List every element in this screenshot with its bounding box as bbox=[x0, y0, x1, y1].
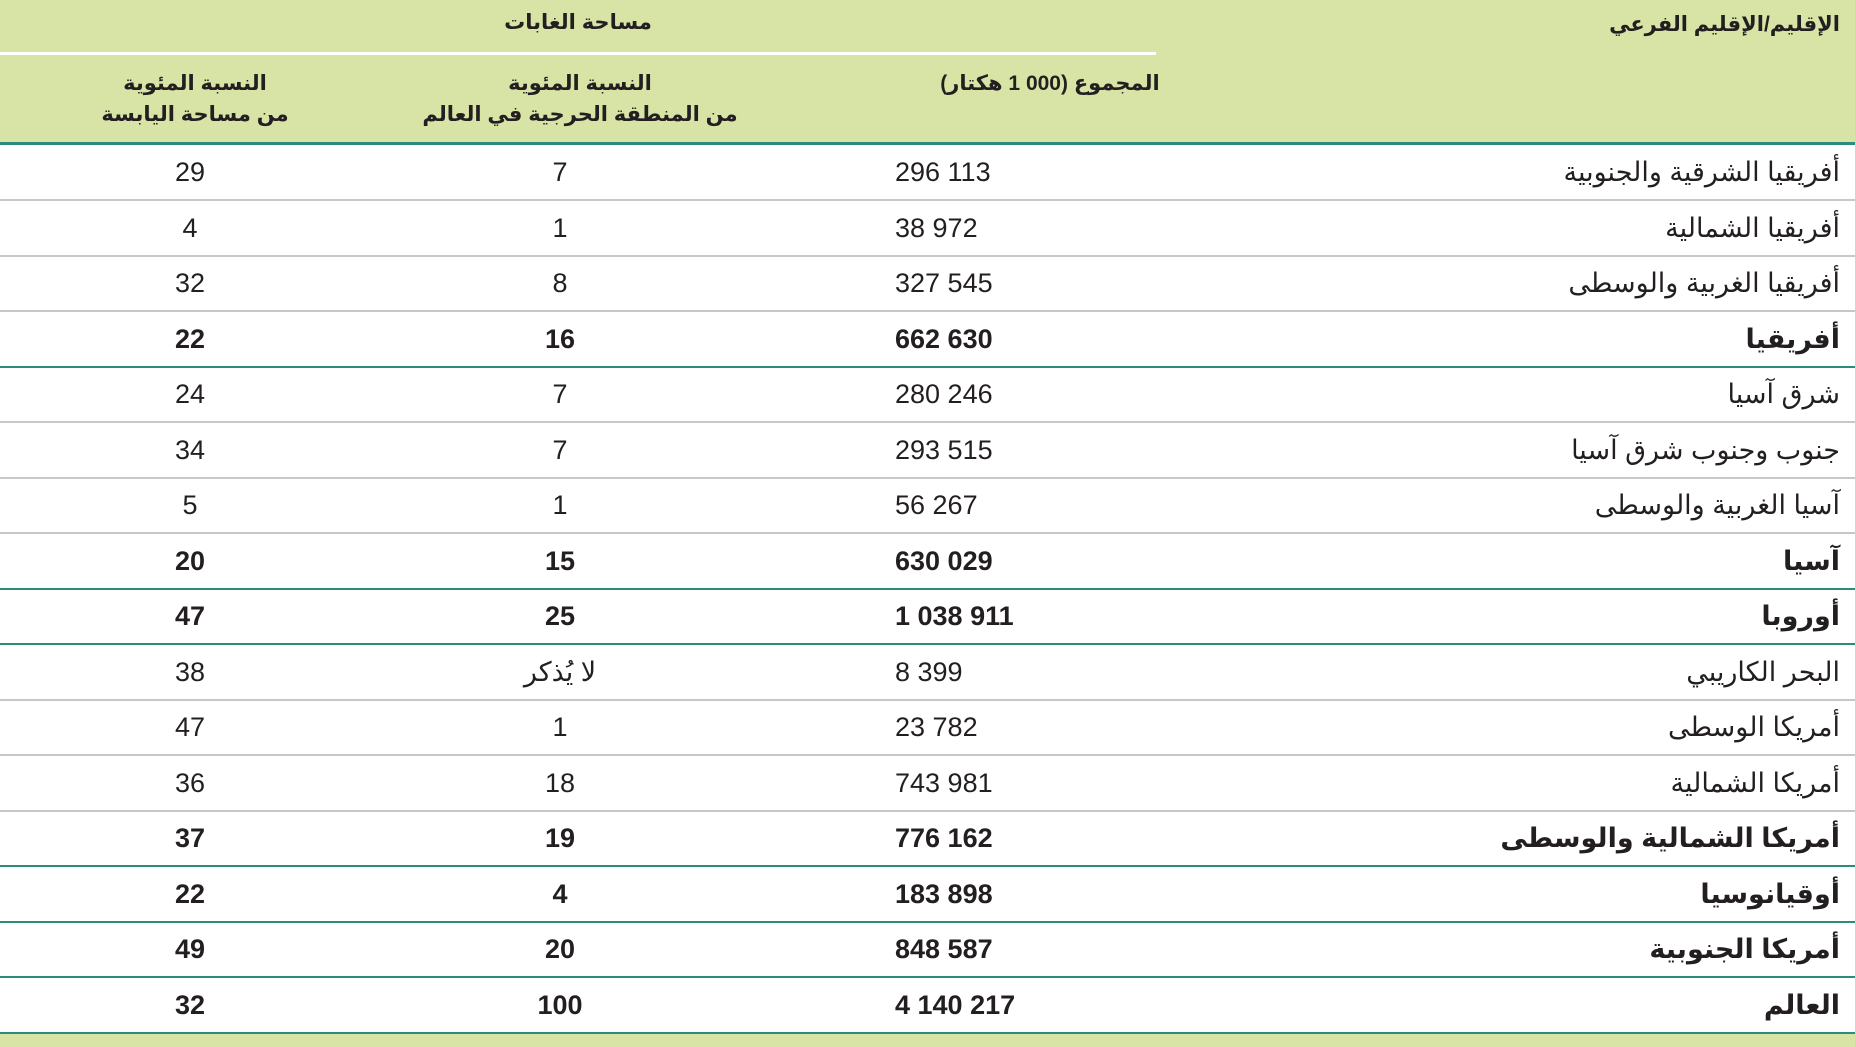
table-header bbox=[0, 0, 1856, 142]
forest-share-cell: 25 bbox=[544, 601, 576, 631]
forest-total-cell: 1 038 911 bbox=[895, 601, 1014, 631]
table-row bbox=[0, 478, 1856, 534]
land-share-cell: 22 bbox=[174, 879, 206, 909]
forest-share-cell: 15 bbox=[544, 546, 576, 576]
forest-share-cell: 1 bbox=[552, 213, 568, 243]
table-row bbox=[0, 367, 1856, 423]
forest-share-cell: 100 bbox=[537, 990, 583, 1020]
region-name-cell: أمريكا الشمالية bbox=[1670, 768, 1840, 798]
forest-total-cell: 848 587 bbox=[895, 934, 993, 964]
region-name-cell: جنوب وجنوب شرق آسيا bbox=[1571, 435, 1840, 465]
land-share-cell: 22 bbox=[174, 324, 206, 354]
region-name-cell: البحر الكاريبي bbox=[1686, 657, 1840, 687]
forest-share-header-line1: النسبة المئوية bbox=[508, 72, 652, 95]
forest-total-cell: 296 113 bbox=[895, 157, 991, 187]
land-share-cell: 34 bbox=[174, 435, 206, 465]
region-name-cell: أفريقيا bbox=[1745, 324, 1840, 354]
table-row bbox=[0, 645, 1856, 701]
land-share-cell: 37 bbox=[174, 823, 206, 853]
forest-total-cell: 183 898 bbox=[895, 879, 993, 909]
forest-total-cell: 8 399 bbox=[895, 657, 963, 687]
land-share-cell: 47 bbox=[174, 601, 206, 631]
land-share-cell: 4 bbox=[182, 213, 198, 243]
table-row bbox=[0, 756, 1856, 812]
table-row bbox=[0, 423, 1856, 479]
forest-share-cell: 8 bbox=[552, 268, 568, 298]
region-name-cell: أمريكا الوسطى bbox=[1668, 712, 1840, 742]
forest-share-column-header bbox=[360, 68, 800, 130]
land-share-cell: 49 bbox=[174, 934, 206, 964]
region-name-cell: آسيا bbox=[1783, 546, 1840, 576]
table-row bbox=[0, 256, 1856, 312]
forest-total-cell: 327 545 bbox=[895, 268, 993, 298]
forest-total-cell: 23 782 bbox=[895, 712, 978, 742]
forest-share-header-line2: من المنطقة الحرجية في العالم bbox=[422, 103, 738, 126]
forest-share-cell: 1 bbox=[552, 712, 568, 742]
land-share-header-line1: النسبة المئوية bbox=[123, 72, 267, 95]
forest-total-cell: 743 981 bbox=[895, 768, 993, 798]
region-name-cell: أوروبا bbox=[1761, 601, 1840, 631]
land-share-cell: 20 bbox=[174, 546, 206, 576]
region-name-cell: أوقيانوسيا bbox=[1700, 879, 1840, 909]
forest-total-cell: 280 246 bbox=[895, 379, 993, 409]
table-row bbox=[0, 534, 1856, 590]
region-name-cell: أفريقيا الشرقية والجنوبية bbox=[1563, 157, 1840, 187]
region-name-cell: أمريكا الجنوبية bbox=[1649, 934, 1840, 964]
forest-total-cell: 662 630 bbox=[895, 324, 993, 354]
region-name-cell: شرق آسيا bbox=[1727, 379, 1840, 409]
land-share-cell: 36 bbox=[174, 768, 206, 798]
forest-total-cell: 4 140 217 bbox=[895, 990, 1016, 1020]
land-share-cell: 5 bbox=[182, 490, 198, 520]
table-row bbox=[0, 922, 1856, 978]
land-share-column-header bbox=[40, 68, 350, 130]
forest-total-cell: 630 029 bbox=[895, 546, 993, 576]
region-name-cell: أمريكا الشمالية والوسطى bbox=[1500, 823, 1840, 853]
land-share-cell: 32 bbox=[174, 990, 206, 1020]
forest-share-cell: 19 bbox=[544, 823, 576, 853]
forest-share-cell: 18 bbox=[544, 768, 576, 798]
forest-share-cell: 16 bbox=[544, 324, 576, 354]
table-row bbox=[0, 811, 1856, 867]
total-column-header: المجموع (000 1 هكتار) bbox=[940, 72, 1160, 95]
table-body bbox=[0, 145, 1856, 1034]
forest-share-cell: 7 bbox=[552, 435, 568, 465]
forest-share-cell: 7 bbox=[552, 379, 568, 409]
forest-share-cell: 20 bbox=[544, 934, 576, 964]
table-row bbox=[0, 145, 1856, 201]
forest-share-cell: لا يُذكر bbox=[523, 657, 597, 687]
forest-share-cell: 7 bbox=[552, 157, 568, 187]
region-name-cell: العالم bbox=[1763, 990, 1840, 1020]
group-header-divider bbox=[0, 52, 1156, 55]
land-share-cell: 29 bbox=[174, 157, 206, 187]
table-footer-band bbox=[0, 1034, 1856, 1047]
table-row bbox=[0, 201, 1856, 257]
region-column-header: الإقليم/الإقليم الفرعي bbox=[1609, 13, 1840, 36]
table-row bbox=[0, 700, 1856, 756]
forest-total-cell: 56 267 bbox=[895, 490, 978, 520]
forest-total-cell: 776 162 bbox=[895, 823, 993, 853]
forest-area-group-header: مساحة الغابات bbox=[504, 11, 652, 34]
forest-share-cell: 4 bbox=[552, 879, 568, 909]
region-name-cell: أفريقيا الغربية والوسطى bbox=[1568, 268, 1840, 298]
region-name-cell: آسيا الغربية والوسطى bbox=[1594, 490, 1840, 520]
land-share-cell: 38 bbox=[174, 657, 206, 687]
region-name-cell: أفريقيا الشمالية bbox=[1665, 213, 1840, 243]
land-share-header-line2: من مساحة اليابسة bbox=[101, 103, 289, 126]
land-share-cell: 24 bbox=[174, 379, 206, 409]
table-row bbox=[0, 589, 1856, 645]
forest-total-cell: 38 972 bbox=[895, 213, 978, 243]
table-row bbox=[0, 312, 1856, 368]
table-row bbox=[0, 978, 1856, 1034]
land-share-cell: 47 bbox=[174, 712, 206, 742]
forest-share-cell: 1 bbox=[552, 490, 568, 520]
forest-total-cell: 293 515 bbox=[895, 435, 993, 465]
table-row bbox=[0, 867, 1856, 923]
land-share-cell: 32 bbox=[174, 268, 206, 298]
